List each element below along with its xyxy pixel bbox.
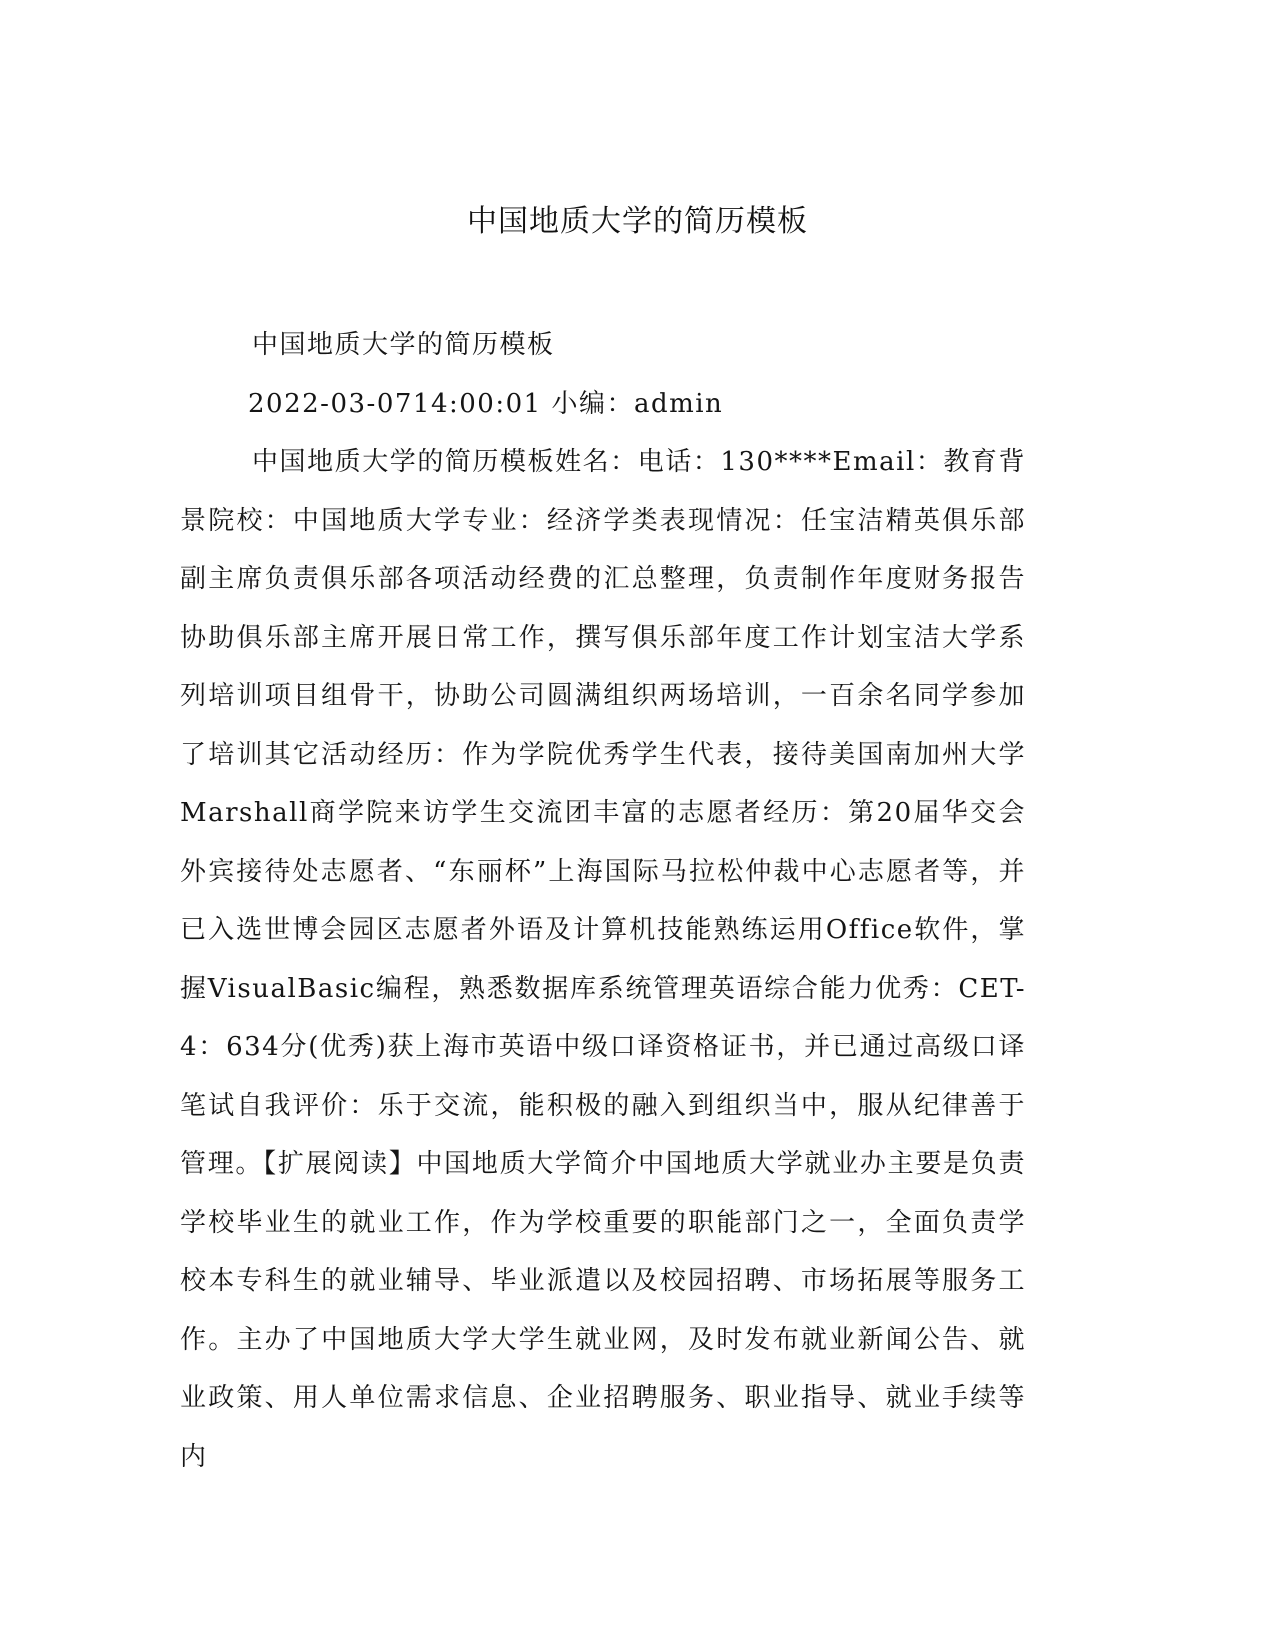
article-paragraph: 中国地质大学的简历模板姓名：电话：130****Email：教育背景院校：中国地质大学专业：经济学类表现情况：任宝洁精英俱乐部副主席负责俱乐部各项活动经费的汇总整理，负责制作年度财务报告协助俱乐部主席开展日常工作，撰写俱乐部年度工作计划宝洁大学系列培训项目组骨干，协助公司圆满组织两场培训，一百余名同学参加了培训其它活动经历：作为学院优秀学生代表，接待美国南加州大学Marshall商学院来访学生交流团丰富的志愿者经历：第20届华交会外宾接待处志愿者、“东丽杯”上海国际马拉松仲裁中心志愿者等，并已入选世博会园区志愿者外语及计算机技能熟练运用Office软件，掌握VisualBasic编程，熟悉数据库系统管理英语综合能力优秀：CET-4：634分(优秀)获上海市英语中级口译资格证书，并已通过高级口译笔试自我评价：乐于交流，能积极的融入到组织当中，服从纪律善于管理。【扩展阅读】中国地质大学简介中国地质大学就业办主要是负责学校毕业生的就业工作，作为学校重要的职能部门之一，全面负责学校本专科生的就业辅导、毕业派遣以及校园招聘、市场拓展等服务工作。主办了中国地质大学大学生就业网，及时发布就业新闻公告、就业政策、用人单位需求信息、企业招聘服务、职业指导、就业手续等内 <box>180 447 1026 1472</box>
article-subtitle: 中国地质大学的简历模板 <box>252 330 555 360</box>
document-body <box>180 316 1026 1486</box>
article-meta: 2022-03-0714:00:01 小编：admin <box>248 388 724 419</box>
document-title: 中国地质大学的简历模板 <box>467 204 808 239</box>
